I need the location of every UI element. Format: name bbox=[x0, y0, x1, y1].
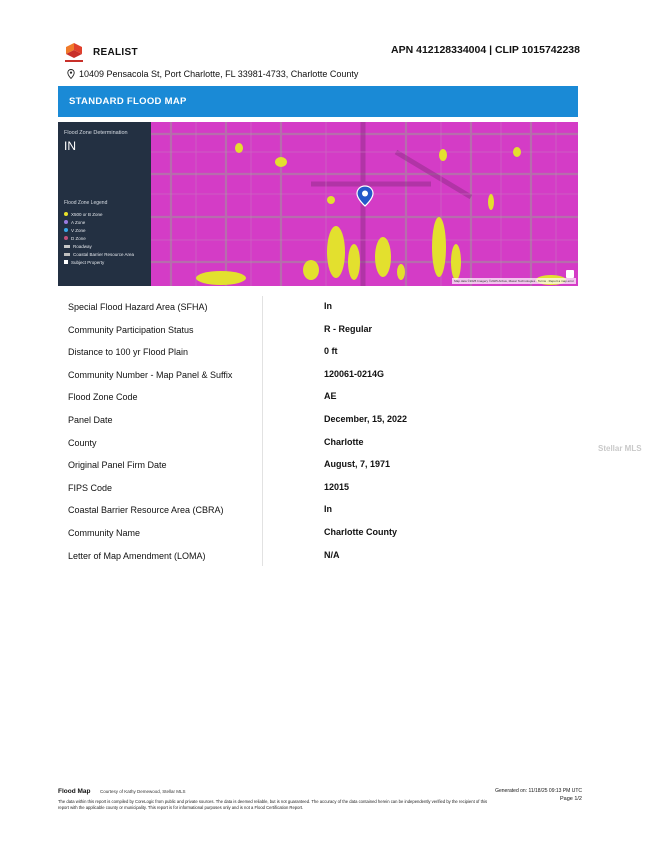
address-row bbox=[67, 69, 358, 79]
row-label: County bbox=[68, 437, 97, 448]
row-value: 120061-0214G bbox=[324, 368, 385, 379]
map-canvas[interactable] bbox=[151, 122, 578, 286]
generated-timestamp: Generated on: 11/18/25 09:13 PM UTC bbox=[495, 788, 582, 794]
row-value: Charlotte County bbox=[324, 526, 397, 537]
row-label: FIPS Code bbox=[68, 482, 113, 493]
row-value: In bbox=[324, 301, 332, 311]
table-row bbox=[58, 545, 578, 568]
legend-label: Roadway bbox=[73, 243, 92, 249]
d-zone-swatch-icon bbox=[64, 236, 68, 240]
table-row bbox=[58, 454, 578, 477]
brand-name: REALIST bbox=[93, 47, 138, 58]
a-zone-swatch-icon bbox=[64, 220, 68, 224]
row-value: N/A bbox=[324, 549, 340, 560]
row-value: August, 7, 1971 bbox=[324, 459, 391, 470]
banner-title: STANDARD FLOOD MAP bbox=[69, 96, 187, 107]
row-label: Original Panel Firm Date bbox=[68, 460, 167, 471]
legend-label: Coastal Barrier Resource Area bbox=[73, 251, 135, 257]
row-label: Coastal Barrier Resource Area (CBRA) bbox=[68, 505, 224, 516]
legend-item bbox=[64, 250, 134, 258]
table-row bbox=[58, 296, 578, 319]
fullscreen-icon[interactable] bbox=[566, 270, 574, 278]
legend-item bbox=[64, 226, 134, 234]
footer-title: Flood Map bbox=[58, 788, 91, 795]
table-row bbox=[58, 341, 578, 364]
legend-item bbox=[64, 258, 134, 266]
row-label: Distance to 100 yr Flood Plain bbox=[68, 347, 189, 358]
row-value: AE bbox=[324, 391, 337, 402]
row-label: Letter of Map Amendment (LOMA) bbox=[68, 550, 206, 561]
map-attribution: Map data ©2025 Imagery ©2025 Airbus, Maxar Technologies · Terms · Report a map error bbox=[454, 279, 574, 283]
mls-watermark: Stellar MLS bbox=[598, 444, 642, 453]
table-row bbox=[58, 432, 578, 455]
location-pin-icon bbox=[67, 69, 75, 79]
flood-zone-determination-value: IN bbox=[64, 139, 76, 153]
legend-item bbox=[64, 210, 134, 218]
legend-item bbox=[64, 242, 134, 250]
row-label: Panel Date bbox=[68, 414, 113, 425]
property-address: 10409 Pensacola St, Port Charlotte, FL 33981-4733, Charlotte County bbox=[79, 69, 359, 79]
home-icon bbox=[64, 260, 68, 264]
report-header bbox=[60, 40, 580, 64]
table-row bbox=[58, 386, 578, 409]
row-value: December, 15, 2022 bbox=[324, 413, 408, 424]
v-zone-swatch-icon bbox=[64, 228, 68, 232]
roadway-swatch-icon bbox=[64, 245, 70, 248]
flood-map[interactable] bbox=[58, 122, 578, 286]
table-row bbox=[58, 477, 578, 500]
flood-zone-imagery bbox=[151, 122, 578, 286]
legend-title: Flood Zone Legend bbox=[64, 200, 108, 206]
legend-label: X500 or B Zone bbox=[71, 211, 103, 217]
flood-data-table bbox=[58, 296, 578, 567]
legend-label: V Zone bbox=[71, 227, 86, 233]
row-value: In bbox=[324, 504, 332, 515]
footer-courtesy: Courtesy of Kathy Demewood, Stellar MLS bbox=[100, 789, 186, 794]
legend-label: D Zone bbox=[71, 235, 86, 241]
legend-label: A Zone bbox=[71, 219, 86, 225]
x500-zone-swatch-icon bbox=[64, 212, 68, 216]
table-row bbox=[58, 364, 578, 387]
row-value: Charlotte bbox=[324, 436, 364, 447]
page-number: Page 1/2 bbox=[559, 796, 582, 802]
row-value: 0 ft bbox=[324, 346, 338, 357]
section-banner bbox=[58, 86, 578, 117]
row-label: Community Participation Status bbox=[68, 324, 194, 335]
table-row bbox=[58, 499, 578, 522]
footer-disclaimer: The data within this report is compiled by CoreLogic from public and private sources. The data is deemed reliable, but is not guaranteed. The accuracy of the data contained herein can be independently verified by the recipient of this report with the applicable county or municipality. This report is for informational purposes only and is not a Flood Certification Report. bbox=[58, 799, 488, 810]
legend-item bbox=[64, 218, 134, 226]
map-info-panel bbox=[58, 122, 151, 286]
row-label: Community Name bbox=[68, 527, 141, 538]
row-label: Community Number - Map Panel & Suffix bbox=[68, 369, 233, 380]
legend-item bbox=[64, 234, 134, 242]
table-row bbox=[58, 522, 578, 545]
corelogic-logo-icon bbox=[64, 42, 84, 64]
row-label: Special Flood Hazard Area (SFHA) bbox=[68, 302, 208, 312]
cbra-swatch-icon bbox=[64, 253, 70, 256]
flood-zone-legend bbox=[64, 210, 134, 266]
apn-clip: APN 412128334004 | CLIP 1015742238 bbox=[391, 44, 580, 56]
row-value: 12015 bbox=[324, 481, 350, 492]
table-row bbox=[58, 319, 578, 342]
row-label: Flood Zone Code bbox=[68, 392, 138, 403]
legend-label: Subject Property bbox=[71, 259, 105, 265]
row-value: R - Regular bbox=[324, 323, 373, 334]
flood-zone-determination-label: Flood Zone Determination bbox=[64, 130, 128, 136]
table-row bbox=[58, 409, 578, 432]
